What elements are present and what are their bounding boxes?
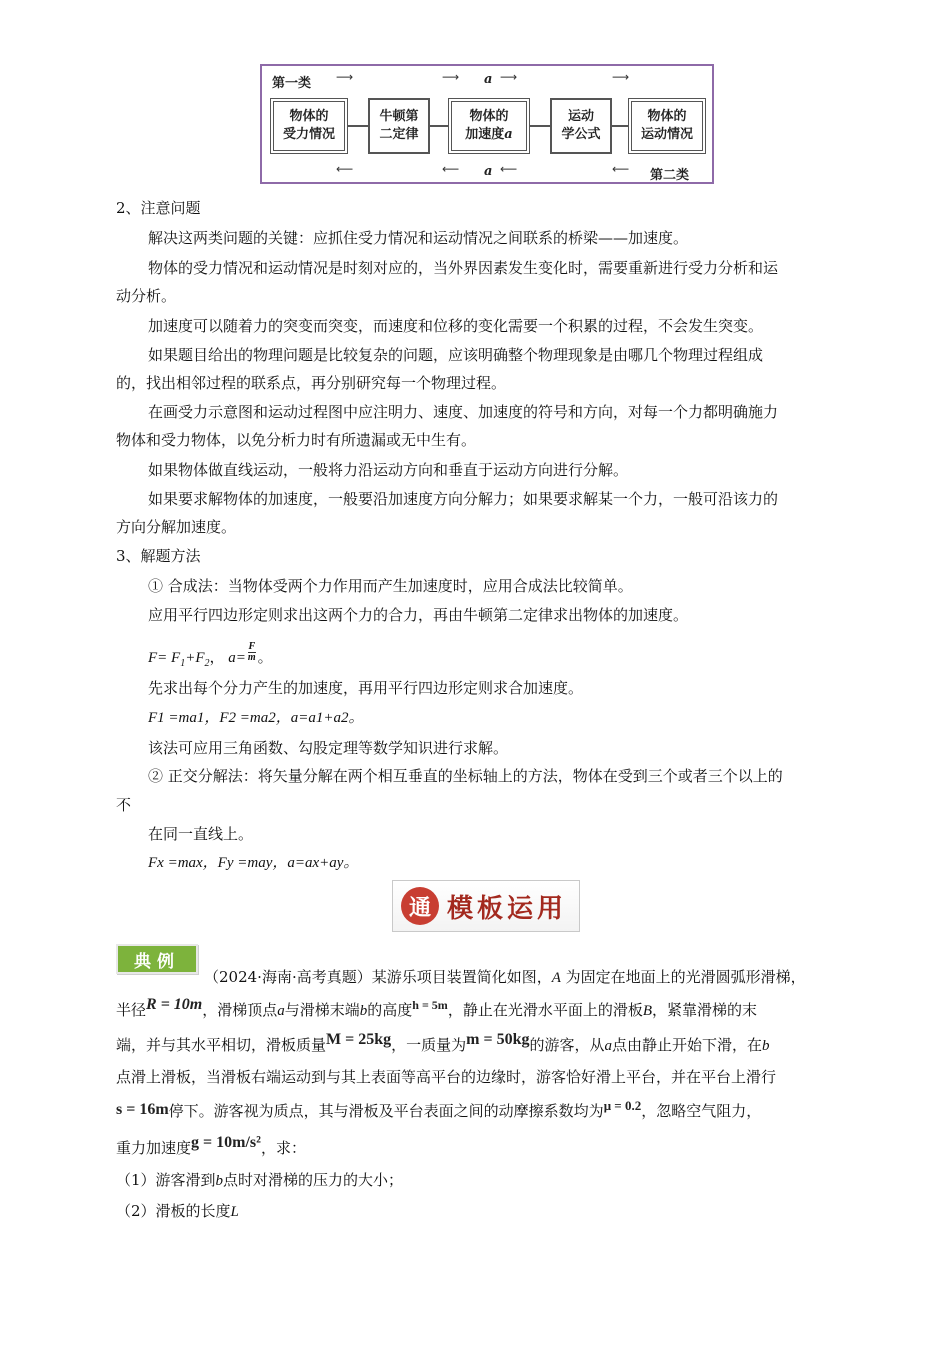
box-line: 学公式 bbox=[561, 127, 601, 142]
point-b: b bbox=[215, 1173, 224, 1189]
connector-line bbox=[430, 125, 448, 127]
text: （1）游客滑到 bbox=[116, 1171, 216, 1189]
connector-line bbox=[612, 125, 628, 127]
paragraph: 应用平行四边形定则求出这两个力的合力，再由牛顿第二定律求出物体的加速度。 bbox=[148, 606, 689, 624]
paragraph: 如果要求解物体的加速度，一般要沿加速度方向分解力；如果要求解某一个力，一般可沿该力的 bbox=[148, 490, 779, 508]
text: ，静止在光滑水平面上的滑板 bbox=[447, 1001, 643, 1019]
paragraph: 先求出每个分力产生的加速度，再用平行四边形定则求合加速度。 bbox=[148, 679, 584, 697]
text: 端，并与其水平相切，滑板质量 bbox=[116, 1036, 327, 1054]
second-type-label: 第二类 bbox=[650, 168, 690, 183]
example-line bbox=[116, 996, 758, 1021]
text: 点由静止开始下滑，在 bbox=[612, 1036, 763, 1054]
arrow-left-icon: ⟵ bbox=[336, 162, 354, 176]
point-a: a bbox=[277, 1003, 285, 1019]
point-B: B bbox=[642, 1003, 652, 1019]
box-kinematics-formula bbox=[550, 98, 612, 154]
formula-part: 。 bbox=[257, 650, 273, 666]
box-line: 加速度 bbox=[465, 127, 505, 142]
formula-part: +F bbox=[185, 650, 205, 666]
text: （2024·海南·高考真题）某游乐项目装置简化如图， bbox=[204, 968, 552, 986]
box-motion-situation bbox=[628, 98, 706, 154]
point-a: a bbox=[604, 1038, 613, 1054]
question-1 bbox=[116, 1170, 403, 1191]
box-line: 受力情况 bbox=[282, 127, 335, 142]
first-type-label: 第一类 bbox=[272, 76, 312, 91]
formula-component-acceleration bbox=[148, 708, 363, 728]
acceleration-symbol-bottom: a bbox=[484, 164, 493, 179]
paragraph: 解决这两类问题的关键：应抓住受力情况和运动情况之间联系的桥梁——加速度。 bbox=[148, 229, 689, 247]
box-force-situation bbox=[270, 98, 348, 154]
arrow-right-icon: ⟶ bbox=[612, 70, 630, 84]
box-line: 物体的 bbox=[469, 109, 509, 124]
paragraph: 物体的受力情况和运动情况是时刻对应的，当外界因素发生变化时，需要重新进行受力分析和运 bbox=[148, 259, 779, 277]
question-2 bbox=[116, 1201, 239, 1222]
text: ，滑梯顶点 bbox=[202, 1001, 278, 1019]
point-A: A bbox=[551, 970, 561, 986]
fraction-denominator: m bbox=[247, 652, 256, 664]
paragraph: 在画受力示意图和运动过程图中应注明力、速度、加速度的符号和方向，对每一个力都明确施力 bbox=[148, 403, 779, 421]
paragraph-cont: 动分析。 bbox=[116, 287, 177, 305]
visitor-mass-equation: m = 50kg bbox=[466, 1031, 530, 1048]
example-badge: 典例 bbox=[116, 944, 198, 974]
text: ，求： bbox=[260, 1139, 306, 1157]
arrow-right-icon: ⟶ bbox=[442, 70, 460, 84]
example-line bbox=[116, 1031, 770, 1056]
box-line: 牛顿第 bbox=[379, 109, 419, 124]
paragraph-cont: 物体和受力物体，以免分析力时有所遗漏或无中生有。 bbox=[116, 431, 477, 449]
formula-orthogonal bbox=[148, 853, 358, 873]
paragraph: 在同一直线上。 bbox=[148, 825, 254, 843]
formula-text: Fx =max，Fy =may，a=ax+ay。 bbox=[148, 855, 359, 871]
tong-seal-icon: 通 bbox=[401, 887, 439, 925]
example-line bbox=[204, 967, 806, 988]
acceleration-symbol: a bbox=[504, 127, 513, 142]
radius-equation: R = 10m bbox=[146, 996, 203, 1013]
arrow-right-icon: ⟶ bbox=[336, 70, 354, 84]
text: 点时对滑梯的压力的大小； bbox=[223, 1171, 404, 1189]
text: 停下。游客视为质点，其与滑板及平台表面之间的动摩擦系数均为 bbox=[168, 1102, 604, 1120]
point-b: b bbox=[359, 1003, 368, 1019]
text: ，紧靠滑梯的末 bbox=[652, 1001, 758, 1019]
text: 为固定在地面上的光滑圆弧形滑梯， bbox=[560, 968, 806, 986]
box-line: 物体的 bbox=[289, 109, 329, 124]
template-application-banner bbox=[392, 880, 580, 932]
formula-part: F= F bbox=[148, 650, 181, 666]
section-heading-notes: 2、注意问题 bbox=[116, 199, 201, 217]
paragraph-cont: 不 bbox=[116, 796, 132, 814]
example-line bbox=[116, 1067, 776, 1087]
formula-resultant-force: $F= F_1+F_2$， a= $\frac{F}{m}$ 。 bbox=[148, 641, 273, 669]
board-mass-equation: M = 25kg bbox=[326, 1031, 392, 1048]
text: 与滑梯末端 bbox=[284, 1001, 360, 1019]
text: ，一质量为 bbox=[391, 1036, 467, 1054]
box-line: 物体的 bbox=[647, 109, 687, 124]
box-line: 运动 bbox=[567, 109, 594, 124]
paragraph-cont: 的，找出相邻过程的联系点，再分别研究每一个物理过程。 bbox=[116, 374, 507, 392]
box-line: 二定律 bbox=[379, 127, 419, 142]
box-acceleration bbox=[448, 98, 530, 154]
example-line bbox=[116, 1098, 762, 1122]
point-b: b bbox=[762, 1038, 770, 1054]
length-symbol: L bbox=[230, 1204, 239, 1220]
formula-part: ， bbox=[209, 650, 225, 666]
paragraph-cont: 方向分解加速度。 bbox=[116, 518, 237, 536]
text: 点滑上滑板，当滑板右端运动到与其上表面等高平台的边缘时，游客恰好滑上平台，并在平台上滑行 bbox=[116, 1068, 777, 1086]
method-composition: ① 合成法：当物体受两个力作用而产生加速度时，应用合成法比较简单。 bbox=[148, 577, 633, 595]
box-newton-second-law bbox=[368, 98, 430, 154]
fraction-f-over-m bbox=[248, 642, 256, 663]
connector-line bbox=[348, 125, 368, 127]
method-orthogonal-decomposition: ② 正交分解法：将矢量分解在两个相互垂直的坐标轴上的方法，物体在受到三个或者三个以上的 bbox=[148, 767, 783, 785]
template-title: 模板运用 bbox=[447, 893, 568, 924]
formula-part: a= bbox=[228, 650, 246, 666]
height-equation: h = 5m bbox=[412, 998, 448, 1012]
arrow-right-icon: ⟶ bbox=[500, 70, 518, 84]
acceleration-symbol-top: a bbox=[484, 72, 493, 87]
text: 半径 bbox=[116, 1001, 147, 1019]
paragraph: 该法可应用三角函数、勾股定理等数学知识进行求解。 bbox=[148, 739, 509, 757]
friction-equation: μ = 0.2 bbox=[603, 1098, 642, 1113]
arrow-left-icon: ⟵ bbox=[500, 162, 518, 176]
arrow-left-icon: ⟵ bbox=[612, 162, 630, 176]
distance-equation: s = 16m bbox=[116, 1101, 169, 1118]
paragraph: 加速度可以随着力的突变而突变，而速度和位移的变化需要一个积累的过程，不会发生突变。 bbox=[148, 317, 764, 335]
formula-text: F1 =ma1，F2 =ma2，a=a1+a2。 bbox=[148, 710, 364, 726]
text: 重力加速度 bbox=[116, 1139, 192, 1157]
paragraph: 如果物体做直线运动，一般将力沿运动方向和垂直于运动方向进行分解。 bbox=[148, 461, 629, 479]
text: 的高度 bbox=[367, 1001, 413, 1019]
force-motion-diagram bbox=[260, 64, 714, 184]
arrow-left-icon: ⟵ bbox=[442, 162, 460, 176]
example-line bbox=[116, 1134, 306, 1159]
connector-line bbox=[530, 125, 550, 127]
box-line: 运动情况 bbox=[640, 127, 693, 142]
paragraph: 如果题目给出的物理问题是比较复杂的问题，应该明确整个物理现象是由哪几个物理过程组成 bbox=[148, 346, 764, 364]
text: 的游客，从 bbox=[529, 1036, 605, 1054]
text: ，忽略空气阻力， bbox=[641, 1102, 762, 1120]
section-heading-methods: 3、解题方法 bbox=[116, 547, 201, 565]
text: （2）滑板的长度 bbox=[116, 1202, 231, 1220]
gravity-equation: g = 10m/s² bbox=[191, 1134, 261, 1151]
fraction-numerator: F bbox=[248, 641, 256, 653]
